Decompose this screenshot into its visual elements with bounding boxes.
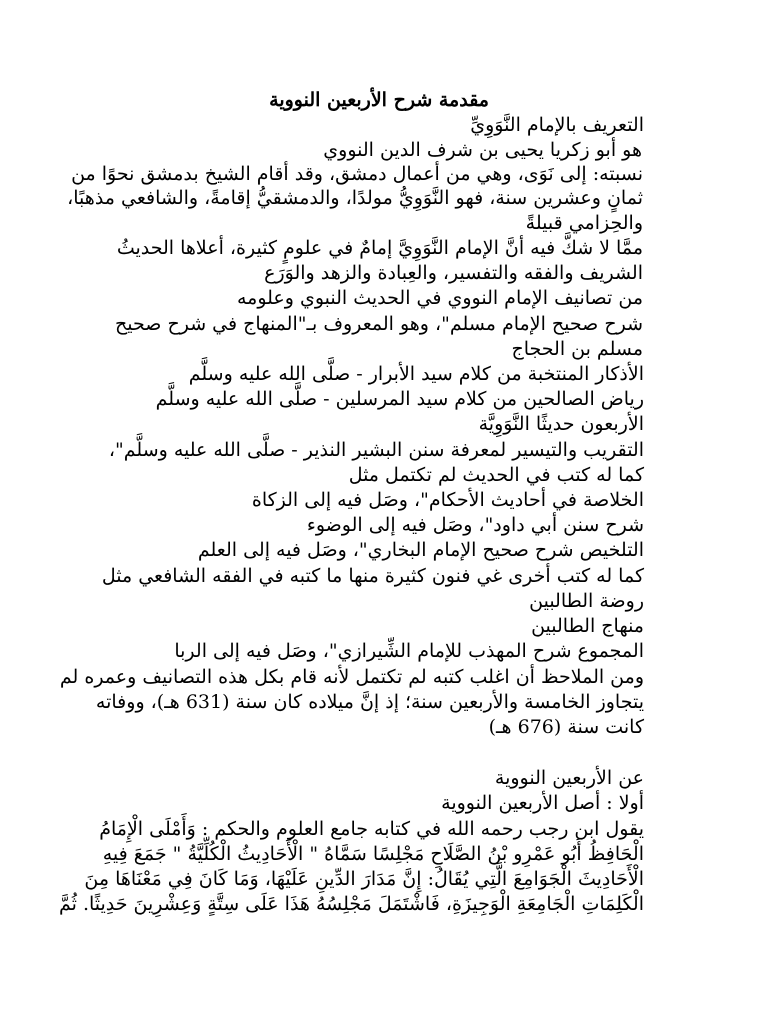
text-line: الْحَافِظُ أَبُو عَمْرِو بْنُ الصَّلَاحِ مَجْلِسًا سَمَّاهُ " الْأَحَادِيثُ الْكُلِّيَّةُ " جَمَعَ فِيهِ (102, 843, 644, 865)
text-line: التقريب والتيسير لمعرفة سنن البشير النذير - صلَّى الله عليه وسلَّم"، (108, 439, 644, 461)
text-line: والحِزامي قبيلةً (525, 212, 643, 234)
section-heading: التعريف بالإمام النَّوَوِيِّ (470, 114, 644, 136)
text-line: كما له كتب أخرى غي فنون كثيرة منها ما كتبه في الفقه الشافعي مثل (101, 565, 644, 587)
text-line: شرح صحيح الإمام مسلم"، وهو المعروف بـ"المنهاج في شرح صحيح (115, 313, 643, 335)
text-line: رياض الصالحين من كلام سيد المرسلين - صلَّى الله عليه وسلَّم (155, 388, 644, 410)
text-line: التلخيص شرح صحيح الإمام البخاري"، وصَل فيه إلى العلم (197, 539, 644, 561)
subsection-heading: أولا : أصل الأربعين النووية (441, 792, 644, 814)
text-line: نسبته: إلى نَوَى، وهي من أعمال دمشق، وقد أقام الشيخ بدمشق نحوًا من (71, 163, 643, 185)
text-line: شرح سنن أبي داود"، وصَل فيه إلى الوضوء (306, 514, 644, 536)
text-line: المجموع شرح المهذب للإمام الشِّيرازي"، وصَل فيه إلى الربا (174, 640, 644, 662)
text-line: الأربعون حديثًا النَّوَوِيَّة (478, 413, 644, 435)
text-line: ممَّا لا شكَّ فيه أنَّ الإمام النَّوَوِيَّ إمامٌ في علومٍ كثيرة، أعلاها الحديثُ (116, 237, 643, 259)
text-line: من تصانيف الإمام النووي في الحديث النبوي وعلومه (236, 287, 643, 309)
text-line: الشريف والفقه والتفسير، والعِبادة والزهد والوَرَع (264, 262, 643, 284)
section-heading: عن الأربعين النووية (494, 767, 644, 789)
text-line: منهاج الطالبين (531, 615, 644, 637)
text-line: كما له كتب في الحديث لم تكتمل مثل (348, 464, 644, 486)
text-line: روضة الطالبين (529, 590, 644, 612)
text-line: مسلم بن الحجاج (511, 338, 643, 360)
text-line: يقول ابن رجب رحمه الله في كتابه جامع العلوم والحكم : وَأَمْلَى الْإِمَامُ (99, 818, 644, 840)
text-line: ومن الملاحظ أن اغلب كتبه لم تكتمل لأنه قام بكل هذه التصانيف وعمره لم (59, 666, 644, 688)
text-line: الخلاصة في أحاديث الأحكام"، وصَل فيه إلى الزكاة (251, 489, 644, 511)
text-line: كانت سنة (676 هـ) (488, 716, 644, 738)
document-title: مقدمة شرح الأربعين النووية (269, 89, 489, 111)
text-line: الْأَحَادِيثَ الْجَوَامِعَ الَّتِي يُقَالُ: إِنَّ مَدَارَ الدِّينِ عَلَيْهَا، وَمَا كَانَ فِي مَعْنَاهَا مِنَ (84, 868, 644, 890)
text-line: الْكَلِمَاتِ الْجَامِعَةِ الْوَجِيزَةِ، فَاشْتَمَلَ مَجْلِسُهُ هَذَا عَلَى سِتَّةٍ وَعِشْرِينَ حَدِيثًا. ثُمَّ (58, 893, 644, 915)
text-line: هو أبو زكريا يحيى بن شرف الدين النووي (323, 139, 642, 161)
text-line: يتجاوز الخامسة والأربعين سنة؛ إذ إنَّ ميلاده كان سنة (631 هـ)، ووفاته (95, 691, 644, 713)
text-line: ثمانٍ وعشرين سنة، فهو النَّوَوِيُّ مولدًا، والدمشقيُّ إقامةً، والشافعي مذهبًا، (67, 187, 643, 209)
text-line: الأذكار المنتخبة من كلام سيد الأبرار - صلَّى الله عليه وسلَّم (188, 363, 644, 385)
